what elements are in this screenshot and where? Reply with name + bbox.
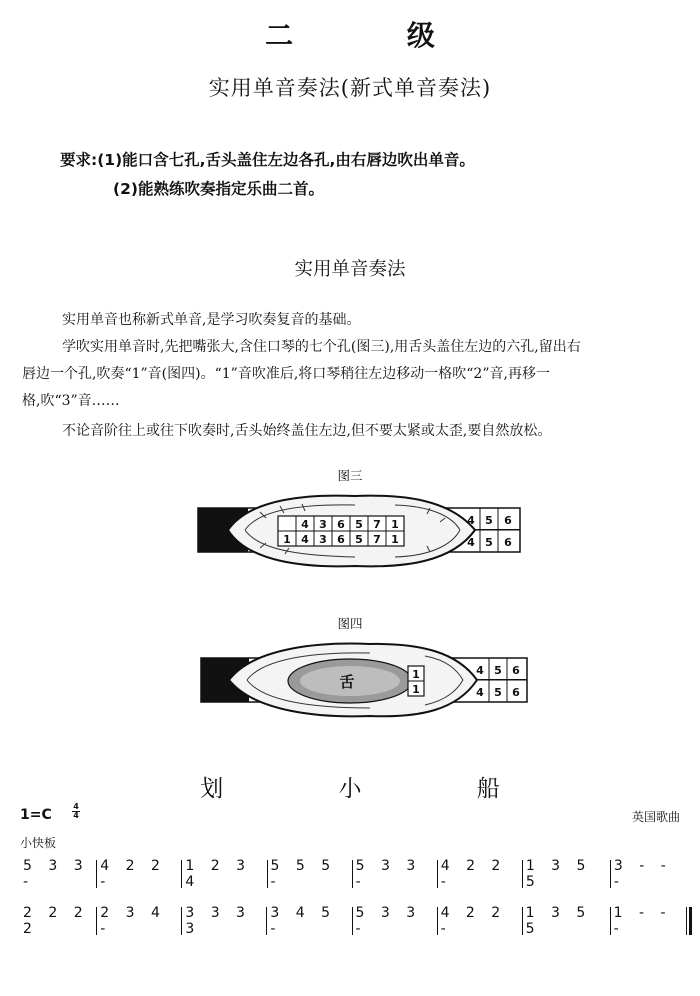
figure4-right-hole: 6: [512, 686, 520, 699]
measure-notes: 3 3 3 3: [185, 905, 251, 937]
measure: [268, 860, 352, 888]
measure: [611, 860, 692, 888]
grade-title: 二 级: [265, 19, 487, 52]
figure3-top-hole: 3: [319, 518, 327, 531]
paragraph-line: 不论音阶往上或往下吹奏时,舌头始终盖住左边,但不要太紧或太歪,要自然放松。: [62, 423, 552, 439]
measure-notes: 5 3 3 -: [355, 858, 422, 890]
measure-notes: 1 3 5 5: [525, 905, 592, 937]
measure-notes: 5 3 3 -: [23, 858, 89, 890]
measure-notes: 4 2 2 -: [100, 858, 166, 890]
figure3-bottom-hole: 1: [391, 533, 399, 546]
score-row-2: [20, 907, 692, 935]
figure4-right-hole: 4: [476, 686, 484, 699]
measure-notes: 3 - - -: [613, 858, 672, 890]
figure3-top-hole: 6: [337, 518, 345, 531]
figure3-top-hole: 1: [391, 518, 399, 531]
figure3-bottom-hole: 4: [301, 533, 309, 546]
measure-notes: 1 3 5 5: [525, 858, 592, 890]
measure-notes: 4 2 2 -: [440, 905, 507, 937]
figure3-label: 图三: [337, 468, 363, 483]
figure4-label: 图四: [337, 616, 363, 631]
song-title: 划 小 船: [200, 776, 554, 802]
measure: [267, 907, 351, 935]
measure-notes: 1 - - -: [613, 905, 672, 937]
figure4-open-hole: 1: [412, 683, 420, 696]
figure3-bottom-hole: 7: [373, 533, 381, 546]
measure-notes: 2 3 4 -: [100, 905, 166, 937]
figure4-right-hole: 5: [494, 664, 502, 677]
figure3-top-hole: 4: [301, 518, 309, 531]
measure-notes: 1 2 3 4: [185, 858, 252, 890]
measure: [97, 860, 181, 888]
measure: [97, 907, 181, 935]
measure-notes: 4 2 2 -: [440, 858, 507, 890]
final-barline: [686, 907, 692, 935]
figure3-right-hole: 6: [504, 536, 512, 549]
tempo-marking: 小快板: [20, 836, 57, 850]
measure-notes: 3 4 5 -: [270, 905, 337, 937]
requirement-2: (2)能熟练吹奏指定乐曲二首。: [113, 180, 324, 198]
key-signature: 1=C: [20, 807, 52, 823]
figure3-right-hole: 5: [485, 536, 493, 549]
tongue-label: 舌: [339, 673, 355, 691]
paragraph-line: 格,吹“3”音……: [22, 393, 120, 409]
measure-notes: 5 5 5 -: [270, 858, 337, 890]
measure: [20, 860, 96, 888]
figure3-top-hole: 7: [373, 518, 381, 531]
paragraph-line: 唇边一个孔,吹奏“1”音(图四)。“1”音吹准后,将口琴稍往左边移动一格吹“2”音,再移一: [22, 366, 550, 382]
measure: [353, 860, 437, 888]
composer-credit: 英国歌曲: [631, 810, 680, 824]
figure3-bottom-hole: 3: [319, 533, 327, 546]
lesson-subtitle: 实用单音奏法(新式单音奏法): [208, 76, 492, 100]
figure3-bottom-hole: 6: [337, 533, 345, 546]
paragraph-line: 实用单音也称新式单音,是学习吹奏复音的基础。: [62, 312, 361, 328]
figure4-right-hole: 4: [476, 664, 484, 677]
measure-notes: 2 2 2 2: [23, 905, 89, 937]
measure: [438, 860, 522, 888]
measure: [182, 860, 266, 888]
measure: [182, 907, 266, 935]
measure: [353, 907, 437, 935]
figure3-right-hole: 4: [467, 536, 475, 549]
measure: [523, 907, 610, 935]
paragraph-line: 学吹实用单音时,先把嘴张大,含住口琴的七个孔(图三),用舌头盖住左边的六孔,留出右: [62, 339, 581, 355]
measure: [611, 907, 682, 935]
figure3-right-hole: 5: [485, 514, 493, 527]
measure: [438, 907, 522, 935]
figure4-harmonica-illustration: [195, 640, 535, 720]
figure3-bottom-hole: 5: [355, 533, 363, 546]
figure3-right-hole: 6: [504, 514, 512, 527]
measure: [523, 860, 610, 888]
figure4-right-hole: 6: [512, 664, 520, 677]
section-title: 实用单音奏法: [294, 259, 406, 280]
figure3-top-hole: 5: [355, 518, 363, 531]
score-row-1: [20, 860, 692, 888]
figure4-open-hole: 1: [412, 668, 420, 681]
time-signature: [72, 803, 80, 820]
time-signature-bottom: 4: [73, 811, 79, 820]
figure3-right-hole: 4: [467, 514, 475, 527]
measure-notes: 5 3 3 -: [355, 905, 422, 937]
figure3-harmonica-illustration: [190, 490, 530, 570]
requirement-1: 要求:(1)能口含七孔,舌头盖住左边各孔,由右唇边吹出单音。: [60, 151, 475, 169]
figure4-right-hole: 5: [494, 686, 502, 699]
figure3-bottom-hole: 1: [283, 533, 291, 546]
time-signature-top: 4: [73, 802, 79, 811]
measure: [20, 907, 96, 935]
